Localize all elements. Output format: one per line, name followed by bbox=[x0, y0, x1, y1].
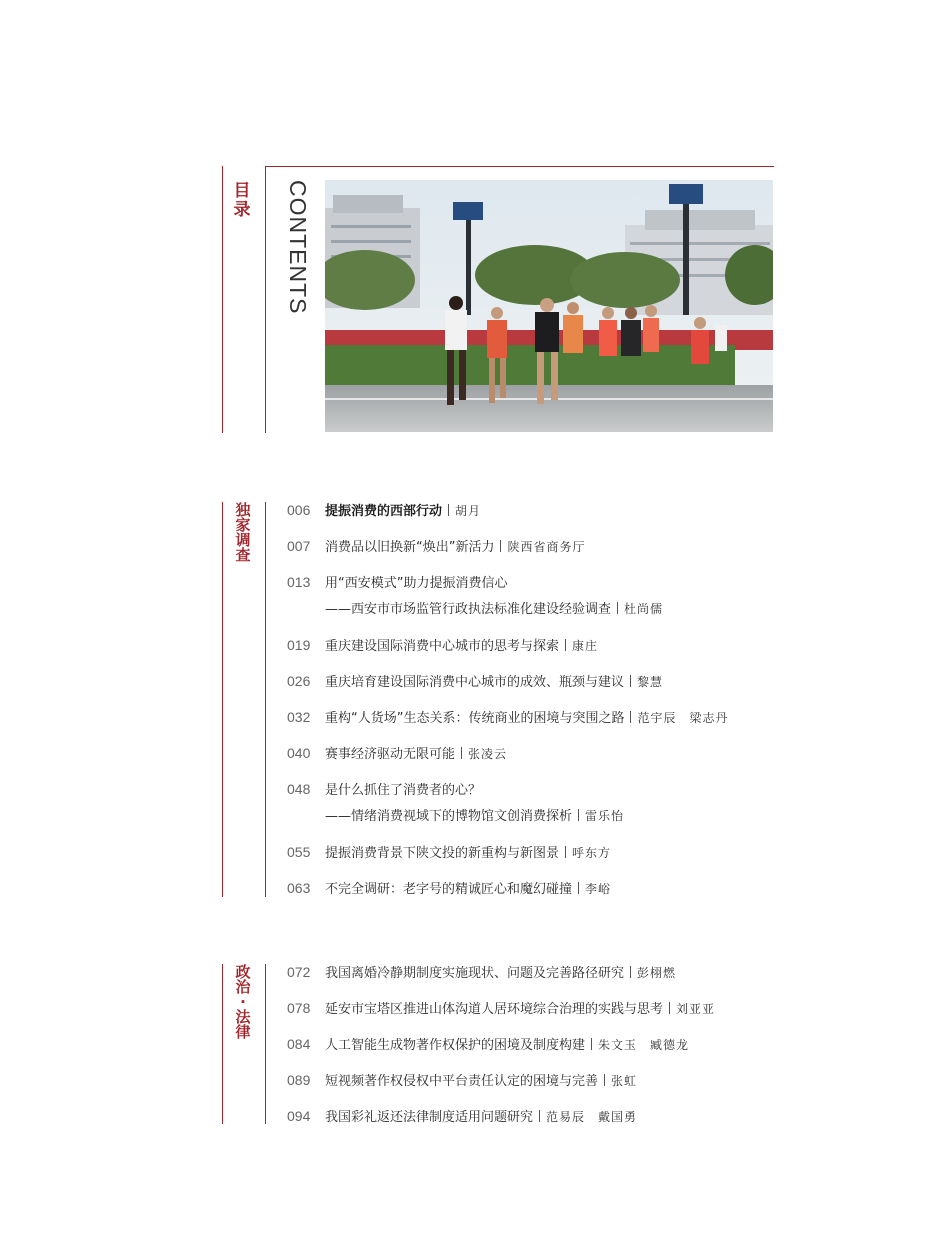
divider bbox=[461, 747, 462, 759]
toc-entry[interactable] bbox=[287, 1107, 637, 1127]
page-number: 006 bbox=[287, 502, 311, 518]
toc-entry[interactable] bbox=[287, 780, 481, 800]
entry-subtitle: ——情绪消费视域下的博物馆文创消费探析 bbox=[325, 809, 573, 824]
toc-entry-subtitle[interactable] bbox=[325, 600, 663, 619]
toc-entry[interactable] bbox=[287, 843, 611, 863]
entry-author: 雷乐怡 bbox=[585, 809, 625, 823]
page-number: 007 bbox=[287, 538, 311, 554]
entry-author: 彭栩燃 bbox=[637, 966, 677, 980]
page-number: 063 bbox=[287, 880, 311, 896]
entry-author: 李峪 bbox=[585, 882, 612, 896]
toc-entry[interactable] bbox=[287, 1071, 637, 1091]
toc-entry[interactable] bbox=[287, 744, 507, 764]
entry-title: 用“西安模式”助力提振消费信心 bbox=[325, 576, 508, 591]
entry-author: 朱文玉 臧德龙 bbox=[598, 1038, 690, 1052]
toc-entry[interactable] bbox=[287, 708, 729, 728]
mulu-title: 目 录 bbox=[233, 181, 251, 220]
divider bbox=[617, 602, 618, 614]
toc-entry[interactable] bbox=[287, 999, 715, 1019]
toc-entry[interactable] bbox=[287, 672, 663, 692]
entry-title: 赛事经济驱动无限可能 bbox=[325, 747, 456, 762]
page-number: 048 bbox=[287, 781, 311, 797]
toc-entry[interactable] bbox=[287, 1035, 689, 1055]
page-number: 072 bbox=[287, 964, 311, 980]
page-number: 078 bbox=[287, 1000, 311, 1016]
marathon-photo bbox=[325, 180, 773, 432]
section-rule-politics-law bbox=[222, 964, 223, 1124]
divider bbox=[669, 1002, 670, 1014]
divider bbox=[565, 846, 566, 858]
entry-author: 张凌云 bbox=[468, 747, 508, 761]
contents-heading: CONTENTS bbox=[285, 180, 311, 315]
entry-title: 重庆培育建设国际消费中心城市的成效、瓶颈与建议 bbox=[325, 675, 625, 690]
entry-title: 延安市宝塔区推进山体沟道人居环境综合治理的实践与思考 bbox=[325, 1002, 664, 1017]
divider bbox=[539, 1110, 540, 1122]
page-number: 084 bbox=[287, 1036, 311, 1052]
entry-author: 陕西省商务厅 bbox=[507, 540, 586, 554]
page-number: 055 bbox=[287, 844, 311, 860]
entry-subtitle: ——西安市市场监管行政执法标准化建设经验调查 bbox=[325, 602, 612, 617]
entry-author: 范易辰 戴国勇 bbox=[546, 1110, 638, 1124]
page-number: 040 bbox=[287, 745, 311, 761]
entry-title: 我国彩礼返还法律制度适用问题研究 bbox=[325, 1110, 534, 1125]
entry-title: 提振消费的西部行动 bbox=[325, 504, 443, 519]
divider bbox=[591, 1038, 592, 1050]
header-left-rule bbox=[222, 166, 223, 433]
divider bbox=[448, 504, 449, 516]
entry-title: 重庆建设国际消费中心城市的思考与探索 bbox=[325, 639, 560, 654]
entry-author: 刘亚亚 bbox=[676, 1002, 716, 1016]
entry-author: 范宇辰 梁志丹 bbox=[637, 711, 729, 725]
entry-title: 人工智能生成物著作权保护的困境及制度构建 bbox=[325, 1038, 586, 1053]
divider bbox=[578, 882, 579, 894]
entry-title: 提振消费背景下陕文投的新重构与新图景 bbox=[325, 846, 560, 861]
divider bbox=[565, 639, 566, 651]
toc-entry[interactable] bbox=[287, 501, 481, 521]
entry-author: 张虹 bbox=[611, 1074, 638, 1088]
header-inner-rule bbox=[265, 166, 266, 433]
toc-entry[interactable] bbox=[287, 879, 611, 899]
page-number: 019 bbox=[287, 637, 311, 653]
entry-title: 是什么抓住了消费者的心？ bbox=[325, 783, 482, 798]
entry-author: 康庄 bbox=[572, 639, 599, 653]
entry-title: 短视频著作权侵权中平台责任认定的困境与完善 bbox=[325, 1074, 599, 1089]
entry-author: 呼东方 bbox=[572, 846, 612, 860]
toc-entry[interactable] bbox=[287, 963, 676, 983]
entry-author: 黎慧 bbox=[637, 675, 664, 689]
page-number: 089 bbox=[287, 1072, 311, 1088]
page-number: 094 bbox=[287, 1108, 311, 1124]
toc-entry[interactable] bbox=[287, 573, 507, 593]
toc-entry-subtitle[interactable] bbox=[325, 807, 624, 826]
entry-author: 杜尚儒 bbox=[624, 602, 664, 616]
section-inner-rule-politics-law bbox=[265, 964, 266, 1124]
divider bbox=[604, 1074, 605, 1086]
section-title-exclusive-survey: 独 家 调 查 bbox=[235, 501, 251, 564]
divider bbox=[578, 809, 579, 821]
page-number: 032 bbox=[287, 709, 311, 725]
section-title-politics-law: 政 治 · 法 律 bbox=[235, 963, 251, 1041]
section-inner-rule-exclusive bbox=[265, 502, 266, 897]
entry-title: 不完全调研：老字号的精诚匠心和魔幻碰撞 bbox=[325, 882, 573, 897]
header-top-rule bbox=[265, 166, 774, 167]
toc-entry[interactable] bbox=[287, 537, 586, 557]
entry-title: 消费品以旧换新“焕出”新活力 bbox=[325, 540, 495, 555]
page-number: 013 bbox=[287, 574, 311, 590]
divider bbox=[630, 711, 631, 723]
entry-author: 胡月 bbox=[455, 504, 482, 518]
toc-entry[interactable] bbox=[287, 636, 598, 656]
entry-title: 我国离婚冷静期制度实施现状、问题及完善路径研究 bbox=[325, 966, 625, 981]
entry-title: 重构“人货场”生态关系：传统商业的困境与突围之路 bbox=[325, 711, 625, 726]
divider bbox=[630, 675, 631, 687]
page-number: 026 bbox=[287, 673, 311, 689]
section-rule-exclusive bbox=[222, 502, 223, 897]
divider bbox=[500, 540, 501, 552]
divider bbox=[630, 966, 631, 978]
